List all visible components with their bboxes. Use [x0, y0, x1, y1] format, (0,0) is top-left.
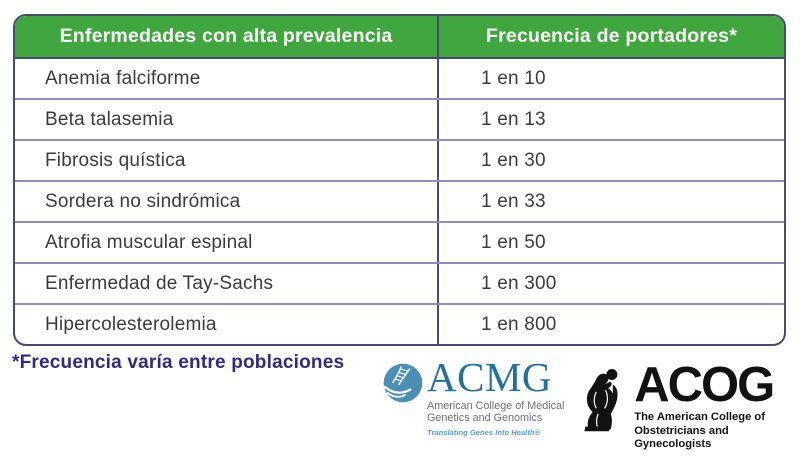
acog-wordmark: ACOG	[634, 358, 774, 412]
acmg-subtitle-line2: Genetics and Genomics	[427, 412, 543, 425]
disease-cell: Anemia falciforme	[45, 67, 201, 89]
acog-logo	[578, 358, 800, 451]
table-row	[15, 221, 784, 262]
acmg-wordmark: ACMG	[427, 354, 553, 400]
table-row	[15, 59, 784, 98]
acog-subtitle-line2: Obstetricians and Gynecologists	[634, 424, 729, 451]
disease-cell: Hipercolesterolemia	[45, 313, 217, 335]
acmg-text-block	[427, 354, 565, 438]
disease-cell: Beta talasemia	[45, 108, 174, 130]
table-row	[15, 139, 784, 180]
frequency-cell: 1 en 30	[437, 141, 784, 180]
acmg-logo	[383, 354, 565, 438]
table-row	[15, 262, 784, 303]
frequency-cell: 1 en 800	[437, 305, 784, 344]
header-frequency-column: Frecuencia de portadores*	[437, 16, 784, 57]
disease-cell: Fibrosis quística	[45, 149, 186, 171]
frequency-cell: 1 en 33	[437, 182, 784, 221]
acog-subtitle	[634, 411, 800, 451]
disease-cell: Atrofia muscular espinal	[45, 231, 253, 253]
table-row	[15, 98, 784, 139]
acmg-dna-globe-icon	[383, 363, 423, 403]
disease-cell: Sordera no sindrómica	[45, 190, 241, 212]
acmg-tagline: Translating Genes Into Health®	[427, 428, 541, 438]
disease-cell: Enfermedad de Tay-Sachs	[45, 272, 274, 294]
frequency-cell: 1 en 10	[437, 59, 784, 98]
frequency-cell: 1 en 13	[437, 100, 784, 139]
frequency-footnote: *Frecuencia varía entre poblaciones	[12, 352, 345, 373]
acmg-subtitle	[427, 400, 564, 425]
header-disease-column: Enfermedades con alta prevalencia	[59, 25, 393, 47]
acog-subtitle-line1: The American College of	[634, 411, 765, 424]
table-row	[15, 303, 784, 344]
acog-text-block	[634, 358, 800, 451]
acmg-subtitle-line1: American College of Medical	[427, 399, 565, 412]
acog-mother-child-icon	[578, 363, 629, 439]
table-row	[15, 180, 784, 221]
frequency-cell: 1 en 50	[437, 223, 784, 262]
frequency-cell: 1 en 300	[437, 264, 784, 303]
prevalence-table	[13, 14, 786, 346]
table-header-row	[15, 16, 784, 59]
